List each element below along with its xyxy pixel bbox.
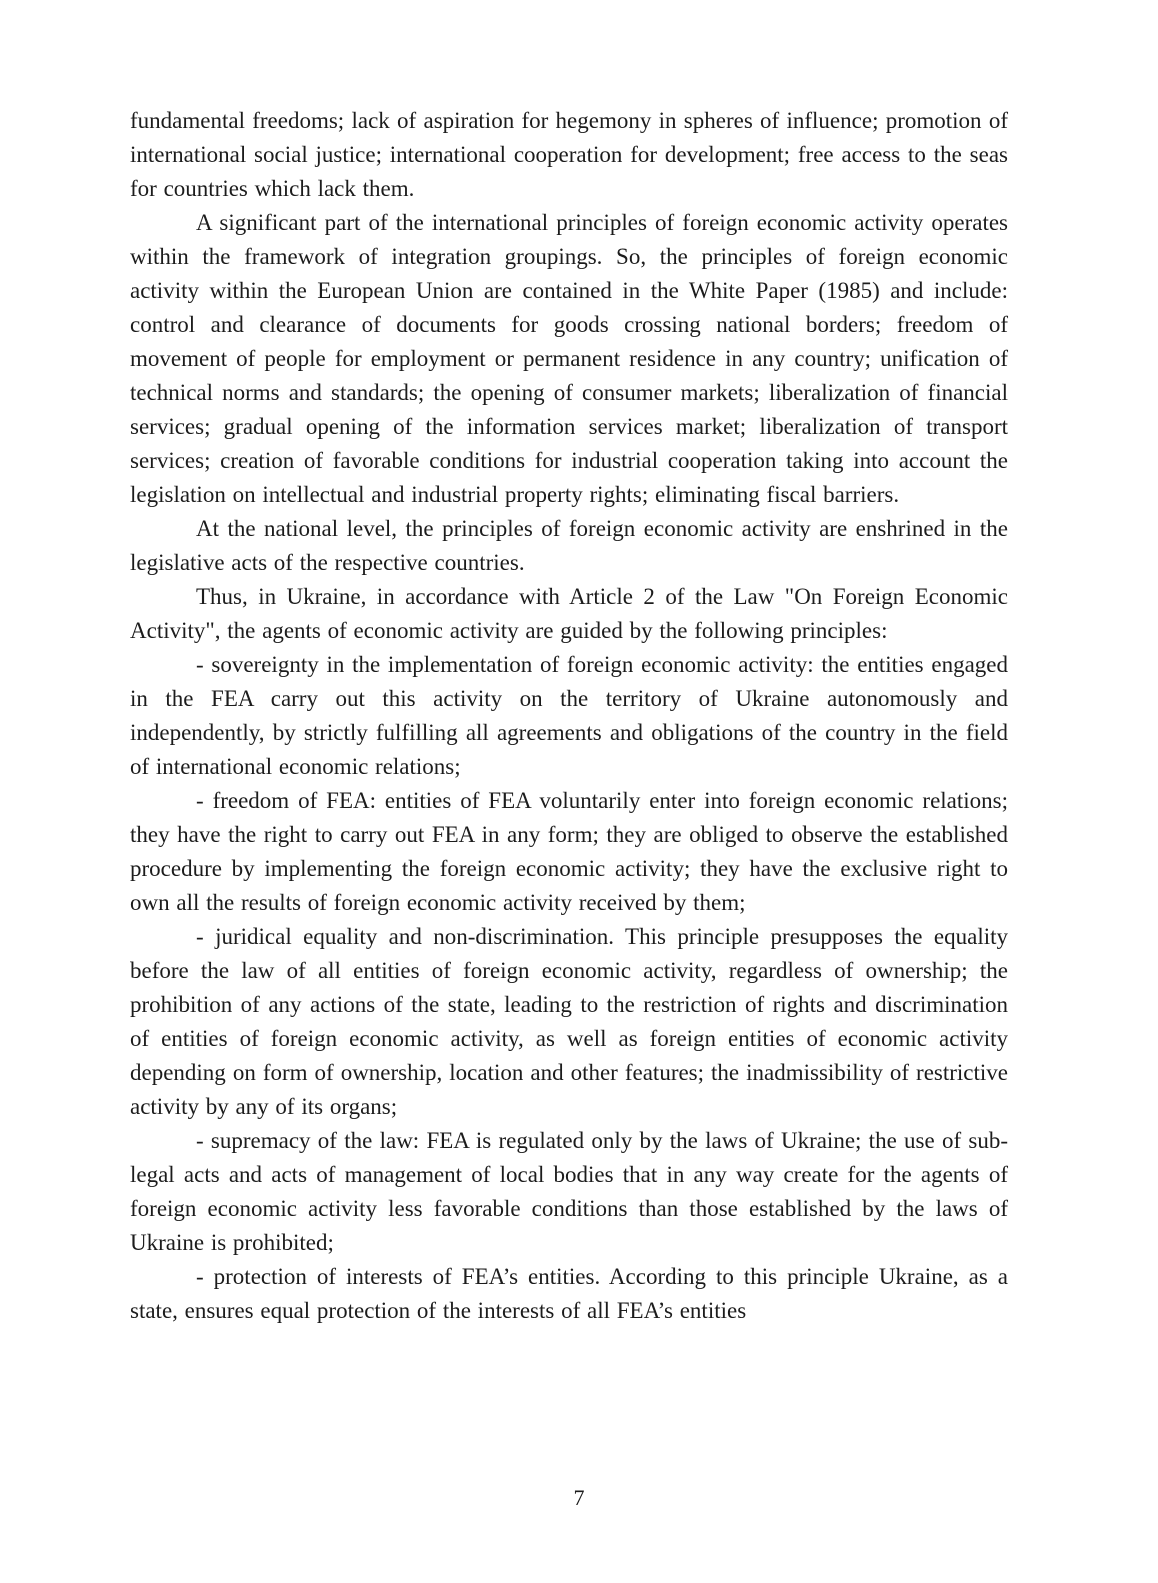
paragraph: - protection of interests of FEA’s entities. According to this principle Ukraine, as a state, ensures equal protection of the interests of all FEA’s entities [130, 1264, 1008, 1323]
paragraph: - juridical equality and non-discrimination. This principle presupposes the equality before the law of all entities of foreign economic activity, regardless of ownership; the prohibition of any actions of the state, leading to the restriction of rights and discrimination of entities of foreign economic activity, as well as foreign entities of economic activity depending on form of ownership, location and other features; the inadmissibility of restrictive activity by any of its organs; [130, 924, 1008, 1119]
page-number: 7 [573, 1485, 585, 1510]
paragraph: fundamental freedoms; lack of aspiration for hegemony in spheres of influence; promotion of international social justice; international cooperation for development; free access to the seas for countries which lack them. [130, 108, 1008, 201]
text-block [130, 104, 1008, 1328]
paragraph: - freedom of FEA: entities of FEA voluntarily enter into foreign economic relations; they have the right to carry out FEA in any form; they are obliged to observe the established procedure by implementing the foreign economic activity; they have the exclusive right to own all the results of foreign economic activity received by them; [130, 788, 1008, 915]
paragraph: A significant part of the international principles of foreign economic activity operates within the framework of integration groupings. So, the principles of foreign economic activity within the European Union are contained in the White Paper (1985) and include: control and clearance of documents for goods crossing national borders; freedom of movement of people for employment or permanent residence in any country; unification of technical norms and standards; the opening of consumer markets; liberalization of financial services; gradual opening of the information services market; liberalization of transport services; creation of favorable conditions for industrial cooperation taking into account the legislation on intellectual and industrial property rights; eliminating fiscal barriers. [130, 210, 1008, 507]
paragraph: At the national level, the principles of foreign economic activity are enshrined in the legislative acts of the respective countries. [130, 516, 1008, 575]
paragraph: - supremacy of the law: FEA is regulated only by the laws of Ukraine; the use of sub-legal acts and acts of management of local bodies that in any way create for the agents of foreign economic activity less favorable conditions than those established by the laws of Ukraine is prohibited; [130, 1128, 1008, 1255]
paragraph: Thus, in Ukraine, in accordance with Article 2 of the Law "On Foreign Economic Activity", the agents of economic activity are guided by the following principles: [130, 584, 1008, 643]
paragraph: - sovereignty in the implementation of foreign economic activity: the entities engaged in the FEA carry out this activity on the territory of Ukraine autonomously and independently, by strictly fulfilling all agreements and obligations of the country in the field of international economic relations; [130, 652, 1008, 779]
